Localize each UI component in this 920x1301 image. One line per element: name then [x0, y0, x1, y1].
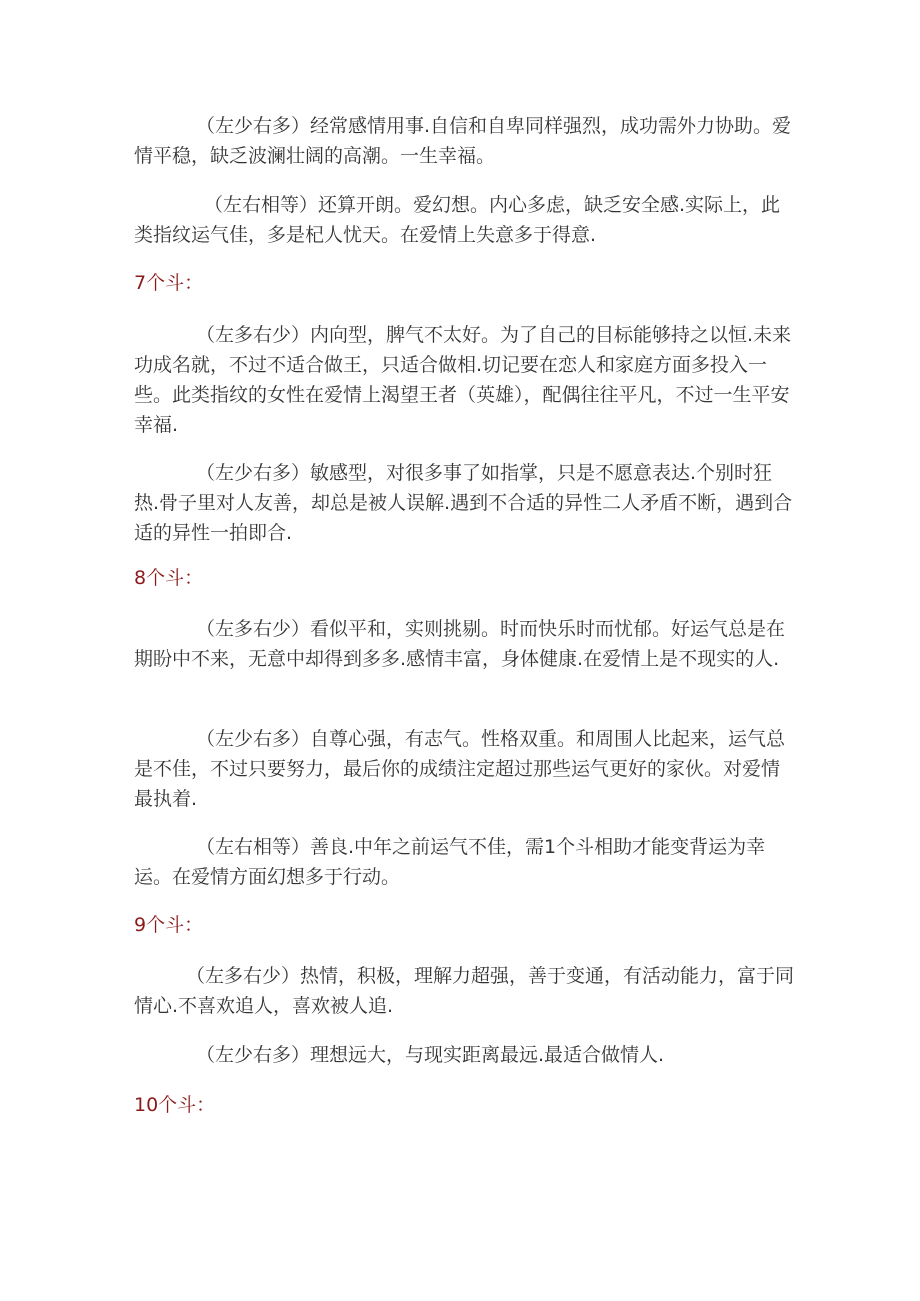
section-heading-8: 8个斗： [134, 567, 204, 589]
paragraph: （左多右少）热情，积极，理解力超强，善于变通，有活动能力，富于同情心.不喜欢追人，喜欢被人追. [134, 965, 795, 1017]
paragraph: （左少右多）经常感情用事.自信和自卑同样强烈，成功需外力协助。爱情平稳，缺乏波澜壮阔的高潮。一生幸福。 [134, 115, 792, 167]
paragraph: （左多右少）看似平和，实则挑剔。时而快乐时而忧郁。好运气总是在期盼中不来，无意中却得到多多.感情丰富，身体健康.在爱情上是不现实的人. [134, 618, 786, 670]
section-heading-9: 9个斗： [134, 914, 204, 936]
paragraph: （左右相等）还算开朗。爱幻想。内心多虑，缺乏安全感.实际上，此类指纹运气佳，多是杞人忧天。在爱情上失意多于得意. [134, 194, 781, 246]
paragraph: （左少右多）自尊心强，有志气。性格双重。和周围人比起来，运气总是不佳，不过只要努力，最后你的成绩注定超过那些运气更好的家伙。对爱情最执着. [134, 728, 786, 810]
paragraph: （左少右多）敏感型，对很多事了如指掌，只是不愿意表达.个别时狂热.骨子里对人友善，却总是被人误解.遇到不合适的异性二人矛盾不断，遇到合适的异性一拍即合. [134, 462, 793, 544]
section-heading-10: 10个斗： [134, 1094, 216, 1116]
paragraph: （左少右多）理想远大，与现实距离最远.最适合做情人. [196, 1044, 665, 1066]
section-heading-7: 7个斗： [134, 272, 204, 294]
paragraph: （左多右少）内向型，脾气不太好。为了自己的目标能够持之以恒.未来功成名就，不过不适合做王，只适合做相.切记要在恋人和家庭方面多投入一些。此类指纹的女性在爱情上渴望王者（英雄），配偶往往平凡，不过一生平安幸福. [134, 324, 792, 436]
paragraph: （左右相等）善良.中年之前运气不佳，需1个斗相助才能变背运为幸运。在爱情方面幻想多于行动。 [134, 836, 766, 888]
